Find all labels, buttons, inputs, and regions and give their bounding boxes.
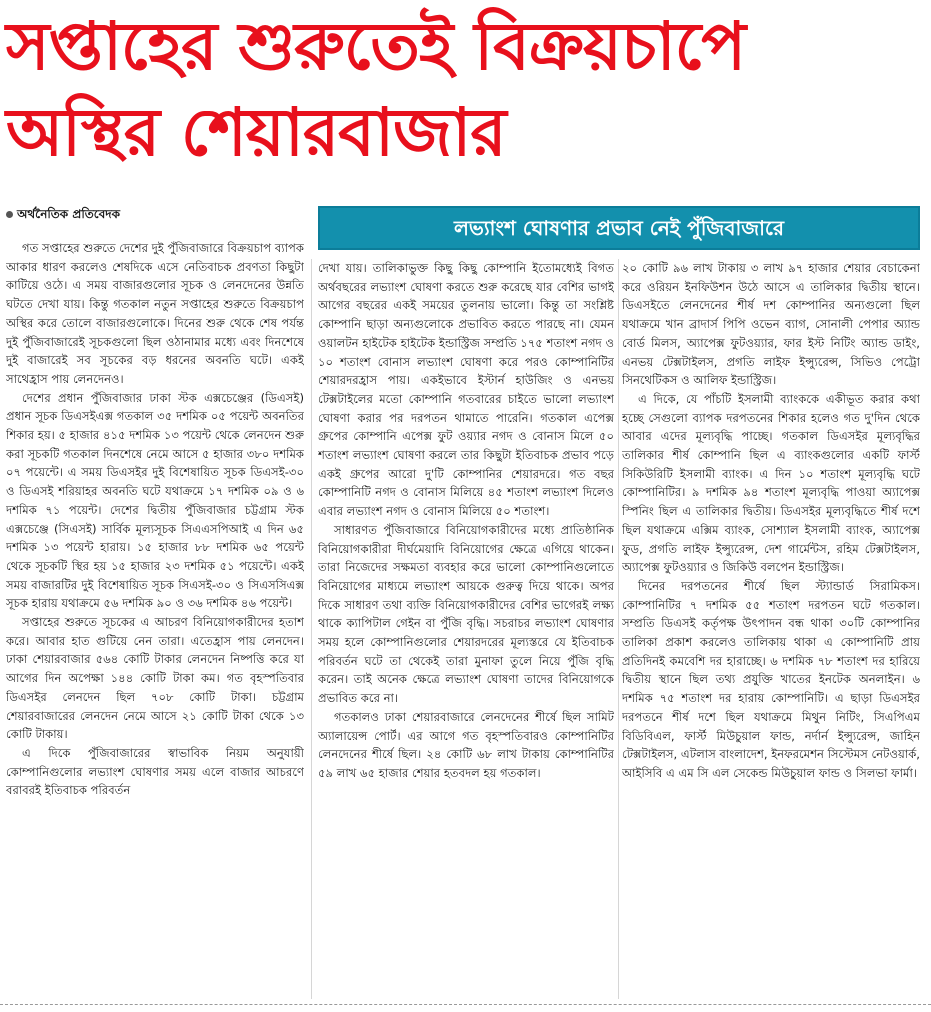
- headline-line-1: সপ্তাহের শুরুতেই বিক্রয়চাপে: [6, 8, 746, 85]
- paragraph: গতকালও ঢাকা শেয়ারবাজারে লেনদেনের শীর্ষে ছিল সামিট অ্যালায়েন্স পোর্ট। এর আগে গত বৃহস্পতিবারও কোম্পানিটির লেনদেনের শীর্ষে ছিল। ২৪ কোটি ৬৮ লাখ টাকায় কোম্পানিটির ৫৯ লাখ ৬৫ হাজার শেয়ার হতবদল হয় গতকাল।: [318, 709, 614, 780]
- paragraph: ২০ কোটি ৯৬ লাখ টাকায় ৩ লাখ ৯৭ হাজার শেয়ার বেচাকেনা করে ওরিয়ন ইনফিউশন উঠে আসে এ তালিকার দ্বিতীয় স্থানে। ডিএসইতে লেনদেনের শীর্ষ দশ কোম্পানির অন্যগুলো ছিল যথাক্রমে খান ব্রাদার্স পিপি ওভেন ব্যাগ, সোনালী পেপার অ্যান্ড বোর্ড মিলস, অ্যাপেক্স ফুটওয়্যার, ফার ইস্ট নিটিং অ্যান্ড ডাইং, এনভয় টেক্সটাইলস, প্রগতি লাইফ ইন্স্যুরেন্স, সিভিও পেট্রো সিনথেটিকস ও আলিফ ইন্ডাস্ট্রিজ।: [622, 261, 920, 388]
- headline: [6, 4, 926, 176]
- byline-text: অর্থনৈতিক প্রতিবেদক: [17, 207, 120, 221]
- paragraph: সাধারণত পুঁজিবাজারে বিনিয়োগকারীদের মধ্যে প্রাতিষ্ঠানিক বিনিয়োগকারীরা দীর্ঘমেয়াদি বিনিয়োগের ক্ষেত্রে এগিয়ে থাকেন। তারা নিজেদের সক্ষমতা ব্যবহার করে ভালো কোম্পানিগুলোতে বিনিয়োগের মাধ্যমে লভ্যাংশ আয়কে গুরুত্ব দিয়ে থাকে। অপর দিকে সাধারণ তথা ব্যক্তি বিনিয়োগকারীদের বেশির ভাগেরই লক্ষ্য থাকে ক্যাপিটাল গেইন বা পুঁজি বৃদ্ধি। সচরাচর লভ্যাংশ ঘোষণার সময় হলে কোম্পানিগুলোর শেয়ারদরের মূল্যস্তরে যে ইতিবাচক পরিবর্তন ঘটে তা থেকেই তারা মুনাফা তুলে নিয়ে পুঁজি বৃদ্ধি করেন। তাই অনেক ক্ষেত্রে লভ্যাংশ ঘোষণা তাদের বিনিয়োগকে প্রভাবিত করে না।: [318, 522, 614, 706]
- bullet-icon: [6, 211, 13, 218]
- paragraph: দিনের দরপতনের শীর্ষে ছিল স্ট্যান্ডার্ড সিরামিকস। কোম্পানিটির ৭ দশমিক ৫৫ শতাংশ দরপতন ঘটে গতকাল। সম্প্রতি ডিএসই কর্তৃপক্ষ উৎপাদন বন্ধ থাকা ৩০টি কোম্পানির তালিকা প্রকাশ করলেও তালিকায় থাকা এ কোম্পানিটি প্রায় প্রতিদিনই কমবেশি দর হারাচ্ছে। ৬ দশমিক ৭৮ শতাংশ দর হারিয়ে দ্বিতীয় স্থানে ছিল তথ্য প্রযুক্তি খাতের ইনটেক অনলাইন। ৬ দশমিক ৭৫ শতাংশ দর হারায় কোম্পানিটি। এ ছাড়া ডিএসইর দরপতনে শীর্ষ দশে ছিল যথাক্রমে মিথুন নিটিং, সিএপিএম বিডিবিএল, ফার্স্ট মিউচুয়াল ফান্ড, নর্দার্ন ইন্স্যুরেন্স, জাহিন টেক্সটাইলস, এটলাস বাংলাদেশ, ইনফরমেশন সিস্টেমস নেটওয়ার্ক, আইসিবি এ এম সি এল সেকেন্ড মিউচুয়াল ফান্ড ও সিলভা ফার্মা।: [622, 578, 920, 780]
- column-divider: [618, 259, 619, 999]
- article-column-1: [6, 222, 304, 1002]
- headline-line-2: অস্থির শেয়ারবাজার: [6, 94, 506, 171]
- article-column-3: [622, 259, 920, 1002]
- column-divider: [311, 259, 312, 999]
- paragraph: দেশের প্রধান পুঁজিবাজার ঢাকা স্টক এক্সচেঞ্জের (ডিএসই) প্রধান সূচক ডিএসইএক্স গতকাল ৩৫ দশমিক ০৫ পয়েন্ট অবনতির শিকার হয়। ৫ হাজার ৪১৫ দশমিক ১৩ পয়েন্ট থেকে লেনদেন শুরু করা সূচকটি গতকাল দিনশেষে নেমে আসে ৫ হাজার ৩৮০ দশমিক ০৭ পয়েন্টে। এ সময় ডিএসইর দুই বিশেষায়িত সূচক ডিএসই-৩০ ও ডিএসই শরিয়াহর অবনতি ঘটে যথাক্রমে ১৭ দশমিক ০৯ ও ৬ দশমিক ৭১ পয়েন্ট। দেশের দ্বিতীয় পুঁজিবাজার চট্টগ্রাম স্টক এক্সচেঞ্জে (সিএসই) সার্বিক মূল্যসূচক সিএএসপিআই এ দিন ৬৫ দশমিক ১৩ পয়েন্ট হারায়। ১৫ হাজার ৮৮ দশমিক ৬৫ পয়েন্ট থেকে সূচকটি স্থির হয় ১৫ হাজার ২৩ দশমিক ৫১ পয়েন্টে। একই সময় বাজারটির দুই বিশেষায়িত সূচক সিএসই-৩০ ও সিএসসিএক্স সূচক হারায় যথাক্রমে ৫৬ দশমিক ৯০ ও ৩৬ দশমিক ৪৬ পয়েন্ট।: [6, 390, 304, 611]
- bottom-rule: [0, 1004, 931, 1005]
- paragraph: এ দিকে, যে পাঁচটি ইসলামী ব্যাংককে একীভূত করার কথা হচ্ছে সেগুলো ব্যাপক দরপতনের শিকার হলেও গত দু'দিন থেকে আবার এদের মূল্যবৃদ্ধি পাচ্ছে। গতকাল ডিএসইর মূল্যবৃদ্ধির তালিকার শীর্ষ কোম্পানি ছিল এ ব্যাংকগুলোর একটি ফার্স্ট সিকিউরিটি ইসলামী ব্যাংক। এ দিন ১০ শতাংশ মূল্যবৃদ্ধি ঘটে কোম্পানিটির। ৯ দশমিক ৯৪ শতাংশ মূল্যবৃদ্ধি পাওয়া অ্যাপেক্স স্পিনিং ছিল এ তালিকার দ্বিতীয়। ডিএসইর মূল্যবৃদ্ধিতে শীর্ষ দশে ছিল যথাক্রমে এক্সিম ব্যাংক, সোশ্যাল ইসলামী ব্যাংক, অ্যাপেক্স ফুড, প্রগতি লাইফ ইন্স্যুরেন্স, দেশ গার্মেন্টস, রহিম টেক্সটাইলস, অ্যাপেক্স ফুটওয়্যার ও জিকিউ বলপেন ইন্ডাস্ট্রিজ।: [622, 391, 920, 575]
- byline-spacer: [6, 222, 304, 239]
- article-column-2: [318, 259, 614, 1002]
- paragraph: সপ্তাহের শুরুতে সূচকের এ আচরণ বিনিয়োগকারীদের হতাশ করে। আবার হাত গুটিয়ে নেন তারা। এতেহ্রাস পায় লেনদেন। ঢাকা শেয়ারবাজার ৫৬৪ কোটি টাকার লেনদেন নিষ্পত্তি করে যা আগের দিন অপেক্ষা ১৪৪ কোটি টাকা কম। গত বৃহস্পতিবার ডিএসইর লেনদেন ছিল ৭০৮ কোটি টাকা। চট্টগ্রাম শেয়ারবাজারের লেনদেন নেমে আসে ২১ কোটি টাকা থেকে ১৩ কোটি টাকায়।: [6, 615, 304, 742]
- subheadline-banner: লভ্যাংশ ঘোষণার প্রভাব নেই পুঁজিবাজারে: [318, 206, 920, 250]
- byline: [6, 206, 304, 222]
- paragraph: দেখা যায়। তালিকাভুক্ত কিছু কিছু কোম্পানি ইতোমধ্যেই বিগত অর্থবছরের লভ্যাংশ ঘোষণা করতে শুরু করেছে যার বেশির ভাগই আগের বছরের একই সময়ের তুলনায় ভালো। কিন্তু তা সংশ্লিষ্ট কোম্পানি ছাড়া অন্যগুলোকে প্রভাবিত করতে পারছে না। যেমন ওয়ালটন হাইটেক হাইটেক ইন্ডাস্ট্রিজ সম্প্রতি ১৭৫ শতাংশ নগদ ও ১০ শতাংশ বোনাস লভ্যাংশ ঘোষণা করে পরও কোম্পানিটির শেয়ারদরহ্রাস পায়। একইভাবে ইস্টার্ন হাউজিং ও এনভয় টেক্সটাইলের মতো কোম্পানি গতবারের চাইতে ভালো লভ্যাংশ ঘোষণা করার পর দরপতন থামাতে পারেনি। গতকাল এপেক্স গ্রুপের কোম্পানি এপেক্স ফুট ওয়্যার নগদ ও বোনাস মিলে ৫০ শতাংশ লভ্যাংশ ঘোষণা করলে তার কিছুটা ইতিবাচক প্রভাব পড়ে একই গ্রুপের আরো দু'টি কোম্পানির শেয়ারদরে। গত বছর কোম্পানিটি নগদ ও বোনাস মিলিয়ে ৪৫ শতাংশ লভ্যাংশ দিলেও এবার লভ্যাংশ নগদ ও বোনাস মিলিয়ে ৫০ শতাংশ।: [318, 261, 614, 519]
- paragraph: এ দিকে পুঁজিবাজারের স্বাভাবিক নিয়ম অনুযায়ী কোম্পানিগুলোর লভ্যাংশ ঘোষণার সময় এলে বাজার আচরণে বরাবরই ইতিবাচক পরিবর্তন: [6, 745, 304, 798]
- paragraph: গত সপ্তাহের শুরুতে দেশের দুই পুঁজিবাজারে বিক্রয়চাপ ব্যাপক আকার ধারণ করলেও শেষদিকে এসে নেতিবাচক প্রবণতা কিছুটা কাটিয়ে ওঠে। এ সময় বাজারগুলোর সূচক ও লেনদেনের উন্নতি ঘটতে দেখা যায়। কিন্তু গতকাল নতুন সপ্তাহের শুরুতে বিক্রয়চাপ অস্থির করে তোলে বাজারগুলোকে। দিনের শুরু থেকে শেষ পর্যন্ত দুই পুঁজিবাজারেই সূচকগুলো ছিল ওঠানামার মধ্যে এবং দিনশেষে দুই বাজারেই সব সূচকের বড় ধরনের অবনতি ঘটে। একই সাথেহ্রাস পায় লেনদেনও।: [6, 241, 304, 386]
